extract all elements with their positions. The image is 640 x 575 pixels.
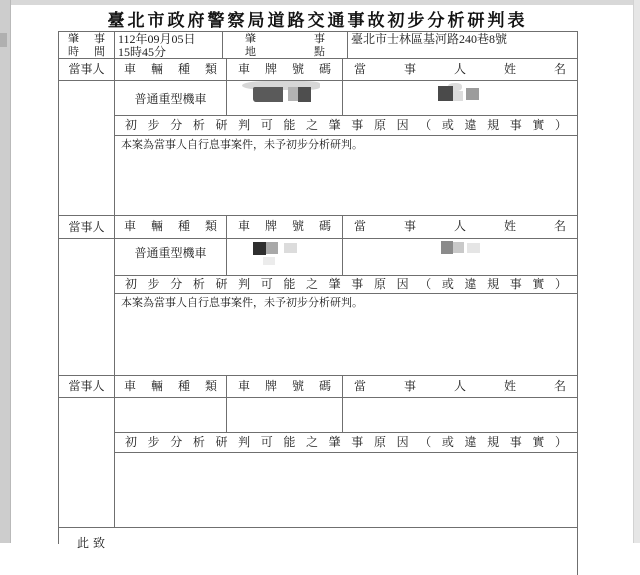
incident-time-label: 肇 事 時 間	[59, 32, 115, 59]
redaction-block	[453, 242, 464, 253]
party-name-value-1	[343, 81, 578, 116]
party-name-header-1: 當 事 人 姓 名	[343, 59, 578, 81]
vehicle-type-value-3	[115, 398, 227, 433]
redaction-block	[441, 241, 453, 254]
plate-number-value-1	[227, 81, 343, 116]
vehicle-type-header-1: 車 輛 種 類	[115, 59, 227, 81]
document-title: 臺北市政府警察局道路交通事故初步分析研判表	[107, 11, 528, 30]
plate-number-value-2	[227, 239, 343, 276]
vehicle-type-header-2: 車 輛 種 類	[115, 216, 227, 239]
analysis-header-3: 初 步 分 析 研 判 可 能 之 肇 事 原 因 （ 或 違 規 事 實 ）	[115, 433, 578, 453]
vehicle-type-value-2: 普通重型機車	[115, 239, 227, 276]
party-label-1: 當事人	[59, 59, 115, 81]
incident-location-label: 肇 事 地 點	[223, 32, 348, 59]
analysis-body-3	[115, 453, 578, 528]
redaction-block	[453, 91, 463, 101]
redaction-block	[466, 88, 479, 100]
plate-number-header-3: 車 牌 號 碼	[227, 376, 343, 398]
analysis-body-1: 本案為當事人自行息事案件，未予初步分析研判。	[115, 136, 578, 216]
analysis-header-2: 初 步 分 析 研 判 可 能 之 肇 事 原 因 （ 或 違 規 事 實 ）	[115, 276, 578, 294]
redaction-smear	[263, 257, 275, 265]
redaction-block	[288, 87, 298, 101]
redaction-block	[266, 242, 278, 254]
scan-edge-mark	[0, 33, 7, 47]
incident-time-value: 112年09月05日 15時45分	[115, 32, 223, 59]
scan-edge-right	[633, 0, 640, 543]
party-name-header-2: 當 事 人 姓 名	[343, 216, 578, 239]
party-name-header-3: 當 事 人 姓 名	[343, 376, 578, 398]
plate-number-header-2: 車 牌 號 碼	[227, 216, 343, 239]
vehicle-type-header-3: 車 輛 種 類	[115, 376, 227, 398]
scan-edge-top	[0, 0, 640, 5]
scan-edge-left	[0, 0, 11, 543]
party-side-cell-2	[59, 239, 115, 376]
redaction-block	[253, 87, 283, 102]
redaction-block	[438, 86, 453, 101]
report-table	[58, 31, 578, 550]
party-name-value-2	[343, 239, 578, 276]
closing-text: 此致	[77, 536, 110, 550]
plate-number-value-3	[227, 398, 343, 433]
redaction-block	[467, 243, 480, 253]
party-side-cell-1	[59, 81, 115, 216]
footer-row	[59, 528, 578, 575]
redaction-block	[284, 243, 297, 253]
vehicle-type-value-1: 普通重型機車	[115, 81, 227, 116]
analysis-header-1: 初 步 分 析 研 判 可 能 之 肇 事 原 因 （ 或 違 規 事 實 ）	[115, 116, 578, 136]
redaction-block	[298, 87, 311, 102]
party-label-3: 當事人	[59, 376, 115, 398]
party-label-2: 當事人	[59, 216, 115, 239]
party-side-cell-3	[59, 398, 115, 528]
plate-number-header-1: 車 牌 號 碼	[227, 59, 343, 81]
analysis-body-2: 本案為當事人自行息事案件，未予初步分析研判。	[115, 294, 578, 376]
redaction-block	[253, 242, 266, 255]
incident-location-value: 臺北市士林區基河路240巷8號	[348, 32, 578, 59]
party-name-value-3	[343, 398, 578, 433]
